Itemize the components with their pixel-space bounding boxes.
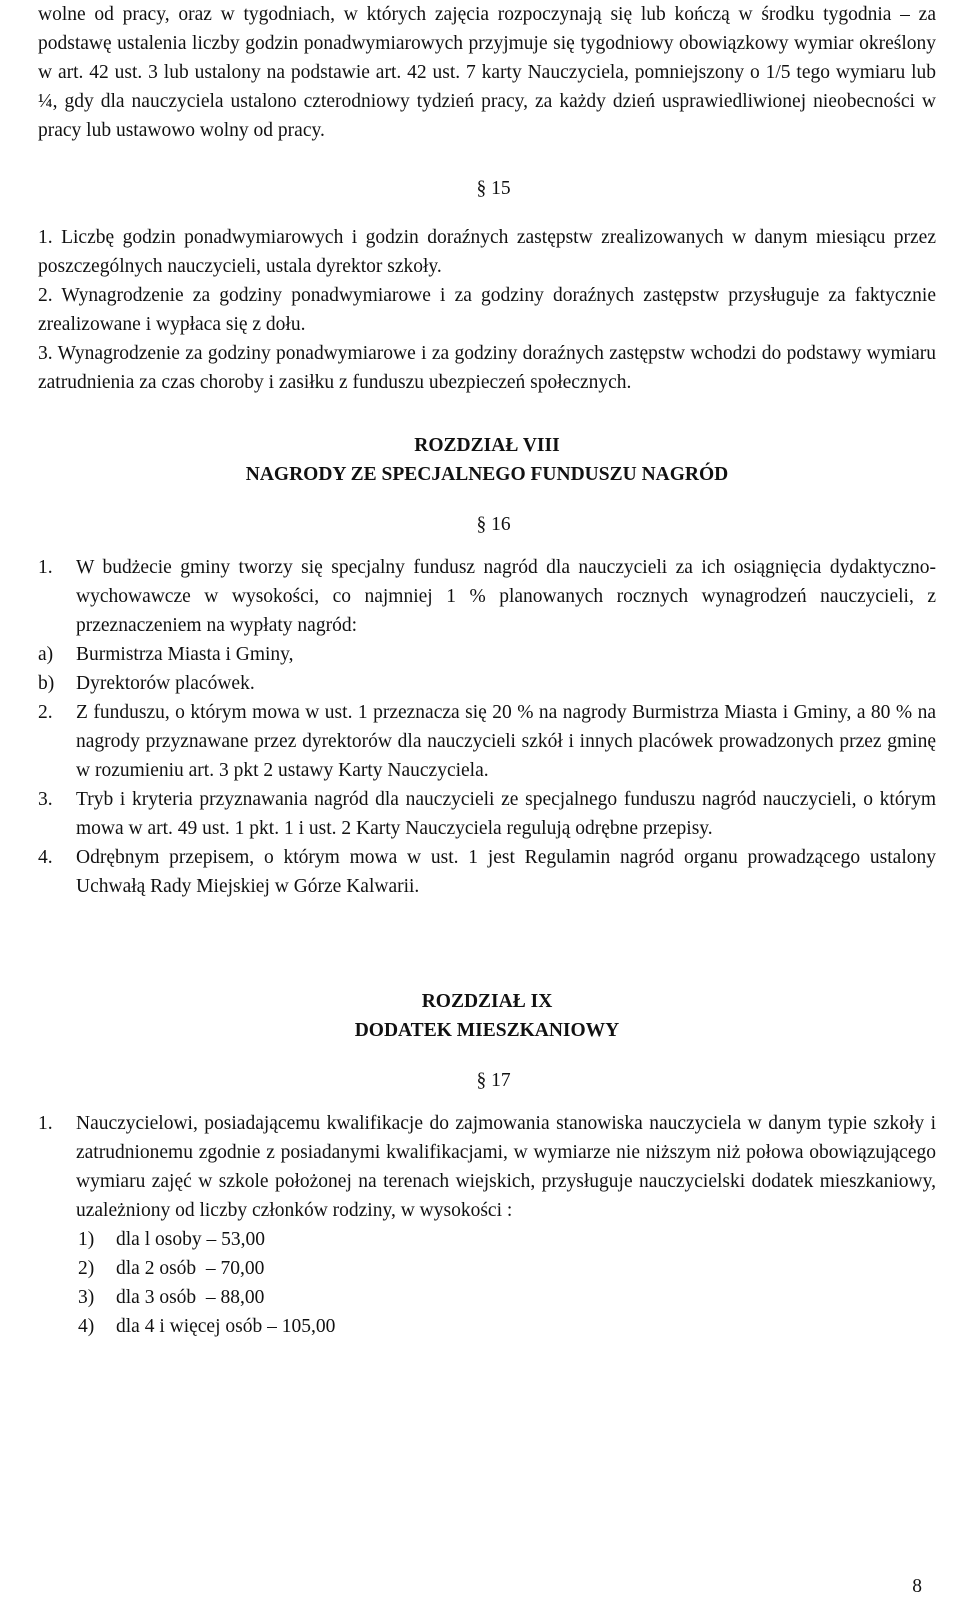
- rate-number: 2): [78, 1258, 95, 1279]
- housing-rate-1: [38, 1225, 936, 1254]
- item-text: Liczbę godzin ponadwymiarowych i godzin doraźnych zastępstw zrealizowanych w danym miesiącu przez poszczególnych nauczycieli, ustala dyrektor szkoły.: [38, 227, 936, 277]
- item-text: Wynagrodzenie za godziny ponadwymiarowe i za godziny doraźnych zastępstw wchodzi do podstawy wymiaru zatrudnienia za czas choroby i zasiłku z funduszu ubezpieczeń społecznych.: [38, 343, 937, 393]
- section-16-list: [38, 553, 936, 901]
- section-15-item-3: [38, 339, 936, 397]
- section-17-list: [38, 1109, 936, 1341]
- chapter-8-heading: [38, 431, 936, 489]
- rate-number: 4): [78, 1316, 95, 1337]
- item-number: 2.: [38, 702, 53, 723]
- page-number: 8: [912, 1576, 922, 1597]
- intro-paragraph: wolne od pracy, oraz w tygodniach, w których zajęcia rozpoczynają się lub kończą w środku tygodnia – za podstawę ustalenia liczby godzin ponadwymiarowych przyjmuje się tygodniowy obowiązkowy wymiar określony w art. 42 ust. 3 lub ustalony na podstawie art. 42 ust. 7 karty Nauczyciela, pomniejszony o 1/5 tego wymiaru lub ¼, gdy dla nauczyciela ustalono czterodniowy tydzień pracy, za każdy dzień usprawiedliwionej nieobecności w pracy lub ustawowo wolny od pracy.: [38, 4, 936, 141]
- item-text: Wynagrodzenie za godziny ponadwymiarowe i za godziny doraźnych zastępstw przysługuje za faktycznie zrealizowane i wypłaca się z dołu.: [38, 285, 936, 335]
- section-15-number: § 15: [476, 178, 511, 199]
- rate-number: 1): [78, 1229, 95, 1250]
- section-15-item-1: [38, 223, 936, 281]
- section-16-item-3: [38, 785, 936, 843]
- section-15-item-2: [38, 281, 936, 339]
- subitem-letter: b): [38, 673, 55, 694]
- item-text: Z funduszu, o którym mowa w ust. 1 przeznacza się 20 % na nagrody Burmistrza Miasta i Gminy, a 80 % na nagrody przyznawane przez dyrektorów dla nauczycieli szkół i innych placówek prowadzonych przez gminę w rozumieniu art. 3 pkt 2 ustawy Karty Nauczyciela.: [76, 702, 936, 781]
- chapter-8-subtitle: NAGRODY ZE SPECJALNEGO FUNDUSZU NAGRÓD: [245, 464, 729, 485]
- section-16-item-1: [38, 553, 936, 640]
- section-17-number: § 17: [476, 1070, 511, 1091]
- item-text: Tryb i kryteria przyznawania nagród dla nauczycieli ze specjalnego funduszu nagród nauczycieli, o którym mowa w art. 49 ust. 1 pkt. 1 i ust. 2 Karty Nauczyciela regulują odrębne przepisy.: [76, 789, 936, 839]
- document-page: [38, 0, 936, 1341]
- item-number: 2.: [38, 285, 53, 306]
- section-16-number: § 16: [476, 514, 511, 535]
- item-text: Odrębnym przepisem, o którym mowa w ust. 1 jest Regulamin nagród organu prowadzącego ustalony Uchwałą Rady Miejskiej w Górze Kalwarii.: [76, 847, 936, 897]
- item-number: 1.: [38, 227, 53, 248]
- rate-number: 3): [78, 1287, 95, 1308]
- item-number: 1.: [38, 1113, 53, 1134]
- housing-rate-3: [38, 1283, 936, 1312]
- section-15-list: [38, 223, 936, 397]
- item-number: 3.: [38, 789, 53, 810]
- item-text: W budżecie gminy tworzy się specjalny fundusz nagród dla nauczycieli za ich osiągnięcia dydaktyczno-wychowawcze w wysokości, co najmniej 1 % planowanych rocznych wynagrodzeń nauczycieli, z przeznaczeniem na wypłaty nagród:: [76, 557, 936, 636]
- subitem-letter: a): [38, 644, 54, 665]
- chapter-9-title: ROZDZIAŁ IX: [421, 991, 553, 1012]
- rate-text: dla l osoby – 53,00: [116, 1229, 265, 1250]
- chapter-8-title: ROZDZIAŁ VIII: [414, 435, 560, 456]
- chapter-9-subtitle: DODATEK MIESZKANIOWY: [354, 1020, 620, 1041]
- housing-rate-2: [38, 1254, 936, 1283]
- housing-rate-4: [38, 1312, 936, 1341]
- item-number: 3.: [38, 343, 53, 364]
- section-17-item-1: [38, 1109, 936, 1225]
- item-text: Nauczycielowi, posiadającemu kwalifikacje do zajmowania stanowiska nauczyciela w danym typie szkoły i zatrudnionemu zgodnie z posiadanymi kwalifikacjami, w wymiarze nie niższym niż połowa obowiązującego wymiaru zajęć w szkole położonej na terenach wiejskich, przysługuje nauczycielski dodatek mieszkaniowy, uzależniony od liczby członków rodziny, w wysokości :: [76, 1113, 936, 1221]
- section-16-subitem-a: [38, 640, 936, 669]
- rate-text: dla 4 i więcej osób – 105,00: [116, 1316, 336, 1337]
- rate-text: dla 3 osób – 88,00: [116, 1287, 265, 1308]
- subitem-text: Burmistrza Miasta i Gminy,: [76, 644, 294, 665]
- item-number: 1.: [38, 557, 53, 578]
- section-16-subitem-b: [38, 669, 936, 698]
- rate-text: dla 2 osób – 70,00: [116, 1258, 265, 1279]
- subitem-text: Dyrektorów placówek.: [76, 673, 255, 694]
- item-number: 4.: [38, 847, 53, 868]
- section-16-item-4: [38, 843, 936, 901]
- chapter-9-heading: [38, 987, 936, 1045]
- section-16-item-2: [38, 698, 936, 785]
